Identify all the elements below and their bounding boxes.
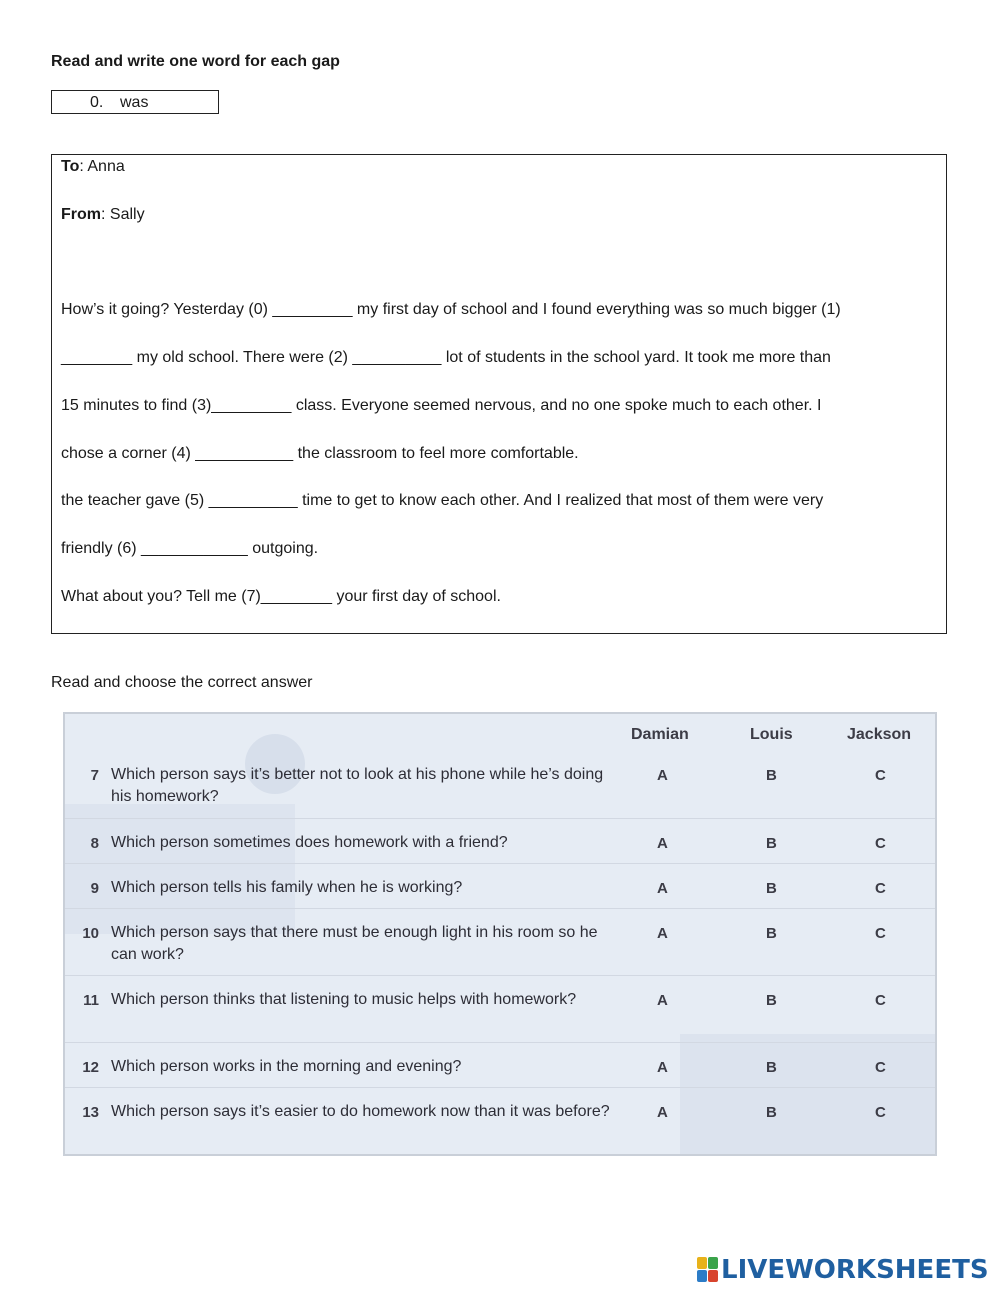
to-label: To [61,158,80,175]
option-a[interactable]: A [657,1059,668,1076]
option-b[interactable]: B [766,835,777,852]
email-from-line [61,206,145,224]
option-a[interactable]: A [657,880,668,897]
question-text: Which person says it’s easier to do homework now than it was before? [111,1103,610,1120]
logo-mark-icon [697,1257,719,1283]
question-text: Which person works in the morning and evening? [111,1058,462,1075]
row-divider [65,975,935,976]
email-to-line [61,158,125,176]
option-c[interactable]: C [875,925,886,942]
option-a[interactable]: A [657,767,668,784]
to-value: : Anna [79,158,125,175]
show-through-shape [65,804,295,934]
option-c[interactable]: C [875,1059,886,1076]
email-body-line: 15 minutes to find (3)_________ class. Everyone seemed nervous, and no one spoke much to each other. I [61,397,822,414]
option-a[interactable]: A [657,835,668,852]
question-text: Which person says it’s better not to look at his phone while he’s doing his homework? [111,766,604,805]
option-b[interactable]: B [766,880,777,897]
row-divider [65,1042,935,1043]
question-number: 13 [82,1104,99,1121]
question-number: 12 [82,1059,99,1076]
show-through-shape [680,1034,935,1154]
email-text-box [51,154,947,634]
option-b[interactable]: B [766,925,777,942]
email-body-line: the teacher gave (5) __________ time to get to know each other. And I realized that most of them were very [61,492,824,509]
option-c[interactable]: C [875,1104,886,1121]
question-text: Which person thinks that listening to music helps with homework? [111,991,577,1008]
option-c[interactable]: C [875,767,886,784]
option-c[interactable]: C [875,992,886,1009]
option-b[interactable]: B [766,767,777,784]
question-number: 9 [90,880,99,897]
question-text: Which person says that there must be enough light in his room so he can work? [111,924,598,963]
option-a[interactable]: A [657,925,668,942]
example-number: 0. [90,94,104,111]
question-text: Which person sometimes does homework with a friend? [111,834,508,851]
option-b[interactable]: B [766,1104,777,1121]
option-b[interactable]: B [766,1059,777,1076]
section-heading-choose-answer: Read and choose the correct answer [51,674,313,691]
email-body-line: How’s it going? Yesterday (0) _________ my first day of school and I found everything was so much bigger (1) [61,301,841,318]
question-number: 10 [82,925,99,942]
example-word: was [120,94,149,111]
email-body-line: friendly (6) ____________ outgoing. [61,540,319,557]
option-a[interactable]: A [657,992,668,1009]
from-value: : Sally [101,206,145,223]
from-label: From [61,206,101,223]
email-body-line: ________ my old school. There were (2) __________ lot of students in the school yard. It took me more than [61,349,831,366]
row-divider [65,1087,935,1088]
row-divider [65,863,935,864]
option-b[interactable]: B [766,992,777,1009]
option-c[interactable]: C [875,835,886,852]
scanned-question-table [63,712,937,1156]
liveworksheets-logo [697,1255,989,1285]
column-header-jackson: Jackson [847,726,912,743]
email-body-line: chose a corner (4) ___________ the classroom to feel more comfortable. [61,445,579,462]
section-heading-gap-fill: Read and write one word for each gap [51,53,340,70]
example-answer-box [51,90,219,114]
email-body-line: What about you? Tell me (7)________ your first day of school. [61,588,501,605]
question-number: 8 [90,835,99,852]
question-text: Which person tells his family when he is working? [111,879,463,896]
option-a[interactable]: A [657,1104,668,1121]
logo-wordmark: LIVEWORKSHEETS [721,1255,989,1285]
column-header-damian: Damian [631,726,689,743]
question-number: 11 [83,992,99,1009]
column-header-louis: Louis [750,726,793,743]
option-c[interactable]: C [875,880,886,897]
row-divider [65,908,935,909]
row-divider [65,818,935,819]
question-number: 7 [90,767,99,784]
